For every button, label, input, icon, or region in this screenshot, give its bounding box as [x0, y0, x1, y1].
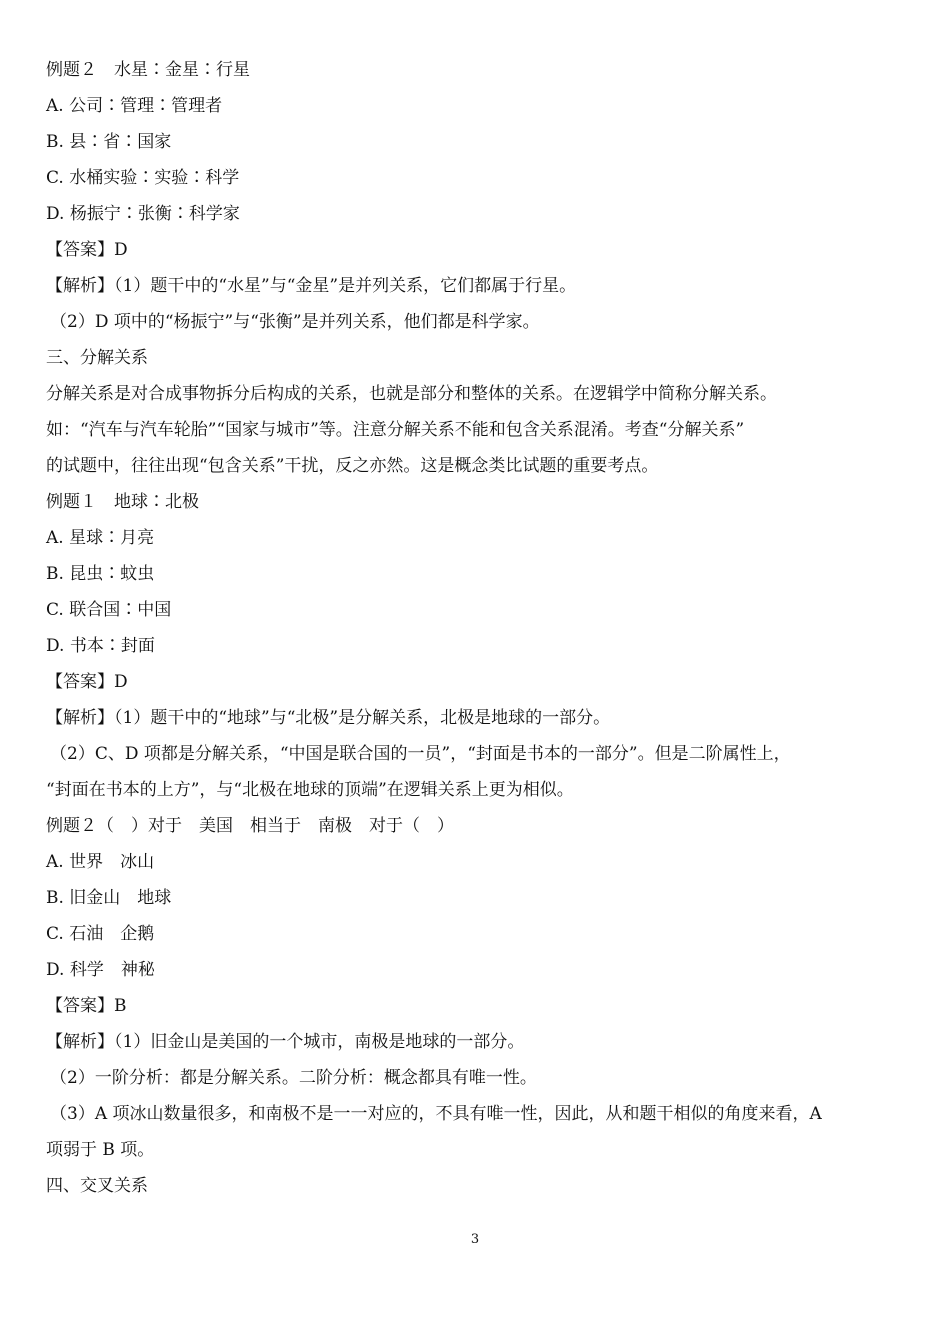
example-1-title: 例题１ 地球∶北极	[46, 492, 199, 512]
answer: 【答案】B	[46, 996, 127, 1016]
analysis-2: （2）一阶分析：都是分解关系。二阶分析：概念都具有唯一性。	[50, 1068, 537, 1088]
option-a: A. 世界 冰山	[46, 852, 155, 872]
option-a: A. 公司∶管理∶管理者	[46, 96, 223, 116]
analysis-2: （2）D 项中的“杨振宁”与“张衡”是并列关系，他们都是科学家。	[50, 312, 540, 332]
analysis-1: 【解析】（1）题干中的“地球”与“北极”是分解关系，北极是地球的一部分。	[46, 708, 611, 728]
analysis-1: 【解析】（1）题干中的“水星”与“金星”是并列关系，它们都属于行星。	[46, 276, 577, 296]
document-body	[46, 52, 906, 1204]
paragraph-line: 的试题中，往往出现“包含关系”干扰，反之亦然。这是概念类比试题的重要考点。	[46, 456, 659, 476]
option-c: C. 联合国∶中国	[46, 600, 172, 620]
option-c: C. 石油 企鹅	[46, 924, 155, 944]
option-c: C. 水桶实验∶实验∶科学	[46, 168, 240, 188]
answer: 【答案】D	[46, 240, 128, 260]
section-heading-decomposition: 三、分解关系	[46, 348, 148, 368]
option-b: B. 县∶省∶国家	[46, 132, 172, 152]
option-d: D. 科学 神秘	[46, 960, 155, 980]
option-a: A. 星球∶月亮	[46, 528, 155, 548]
analysis-1: 【解析】（1）旧金山是美国的一个城市，南极是地球的一部分。	[46, 1032, 525, 1052]
option-d: D. 书本∶封面	[46, 636, 155, 656]
option-d: D. 杨振宁∶张衡∶科学家	[46, 204, 240, 224]
analysis-2: （2）C、D 项都是分解关系，“中国是联合国的一员”，“封面是书本的一部分”。但是二阶属性上，	[50, 744, 791, 764]
paragraph-line: 如：“汽车与汽车轮胎”“国家与城市”等。注意分解关系不能和包含关系混淆。考查“分解关系”	[46, 420, 745, 440]
option-b: B. 昆虫∶蚊虫	[46, 564, 155, 584]
analysis-3-continued: 项弱于 B 项。	[46, 1140, 155, 1160]
paragraph-line: 分解关系是对合成事物拆分后构成的关系，也就是部分和整体的关系。在逻辑学中简称分解关系。	[46, 384, 777, 404]
analysis-3: （3）A 项冰山数量很多，和南极不是一一对应的，不具有唯一性，因此，从和题干相似的角度来看，A	[50, 1104, 822, 1124]
page-number: 3	[470, 1232, 480, 1247]
example-2-title: 例题２ 水星∶金星∶行星	[46, 60, 250, 80]
option-b: B. 旧金山 地球	[46, 888, 172, 908]
section-heading-intersection: 四、交叉关系	[46, 1176, 148, 1196]
analysis-2-continued: “封面在书本的上方”，与“北极在地球的顶端”在逻辑关系上更为相似。	[46, 780, 574, 800]
answer: 【答案】D	[46, 672, 128, 692]
example-2-title: 例题２（ ）对于 美国 相当于 南极 对于（ ）	[46, 816, 454, 836]
